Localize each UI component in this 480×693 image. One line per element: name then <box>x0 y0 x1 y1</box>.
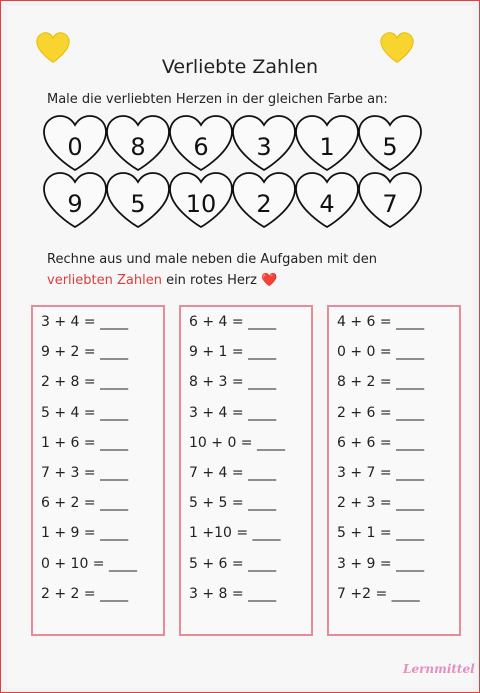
heart-number: 3 <box>256 133 272 161</box>
task-row[interactable]: 5 + 5 = ____ <box>189 495 277 512</box>
heart-number: 0 <box>67 133 83 161</box>
task-row[interactable]: 2 + 2 = ____ <box>41 585 129 602</box>
task-row[interactable]: 7 +2 = ____ <box>337 585 420 602</box>
task-column-1 <box>31 305 165 636</box>
instruction-text: Rechne aus und male neben die Aufgaben mit den <box>47 252 377 267</box>
brand-logo: Lernmittel <box>403 662 475 676</box>
task-row[interactable]: 10 + 0 = ____ <box>189 434 285 451</box>
heart-outline <box>230 171 298 229</box>
task-row[interactable]: 8 + 2 = ____ <box>337 374 425 391</box>
heart-number: 5 <box>382 133 398 161</box>
task-row[interactable]: 2 + 3 = ____ <box>337 495 425 512</box>
task-row[interactable]: 6 + 6 = ____ <box>337 434 425 451</box>
task-row[interactable]: 9 + 2 = ____ <box>41 344 129 361</box>
task-row[interactable]: 3 + 9 = ____ <box>337 555 425 572</box>
page-title: Verliebte Zahlen <box>161 56 319 78</box>
task-row[interactable]: 3 + 4 = ____ <box>189 404 277 421</box>
heart-number: 7 <box>382 190 398 218</box>
heart-number: 9 <box>67 190 83 218</box>
heart-outline <box>41 171 109 229</box>
task-column-2 <box>179 305 313 636</box>
heart-outline <box>167 171 235 229</box>
instruction-tasks <box>47 249 427 291</box>
heart-number: 10 <box>185 190 217 218</box>
task-row[interactable]: 9 + 1 = ____ <box>189 344 277 361</box>
task-row[interactable]: 3 + 7 = ____ <box>337 465 425 481</box>
heart-number: 5 <box>130 190 146 218</box>
task-row[interactable]: 6 + 2 = ____ <box>41 495 129 512</box>
instruction-highlight: verliebten Zahlen <box>47 273 162 288</box>
heart-number: 8 <box>130 133 146 161</box>
heart-number: 4 <box>319 190 335 218</box>
heart-number: 2 <box>256 190 272 218</box>
task-row[interactable]: 5 + 1 = ____ <box>337 525 425 542</box>
task-row[interactable]: 1 + 6 = ____ <box>41 434 129 451</box>
task-row[interactable]: 3 + 4 = ____ <box>41 314 129 330</box>
heart-outline <box>41 114 109 172</box>
worksheet <box>7 6 473 688</box>
task-row[interactable]: 2 + 6 = ____ <box>337 404 425 421</box>
heart-outline <box>293 171 361 229</box>
task-row[interactable]: 6 + 4 = ____ <box>189 314 277 330</box>
instruction-hearts: Male die verliebten Herzen in der gleichen Farbe an: <box>47 92 388 107</box>
task-row[interactable]: 2 + 8 = ____ <box>41 374 129 391</box>
heart-number: 1 <box>319 133 335 161</box>
task-row[interactable]: 3 + 8 = ____ <box>189 585 277 602</box>
task-row[interactable]: 8 + 3 = ____ <box>189 374 277 391</box>
task-row[interactable]: 0 + 0 = ____ <box>337 344 425 361</box>
heart-outline <box>293 114 361 172</box>
heart-number: 6 <box>193 133 209 161</box>
red-heart-icon: ❤️ <box>261 273 278 288</box>
task-row[interactable]: 7 + 4 = ____ <box>189 465 277 481</box>
heart-outline <box>104 114 172 172</box>
task-column-3 <box>327 305 461 636</box>
task-row[interactable]: 1 + 9 = ____ <box>41 525 129 542</box>
task-row[interactable]: 0 + 10 = ____ <box>41 555 137 572</box>
heart-outline <box>167 114 235 172</box>
instruction-text-end: ein rotes Herz <box>161 273 258 288</box>
task-row[interactable]: 1 +10 = ____ <box>189 525 281 542</box>
heart-outline <box>356 171 424 229</box>
heart-outline <box>104 171 172 229</box>
task-row[interactable]: 4 + 6 = ____ <box>337 314 425 330</box>
task-row[interactable]: 5 + 4 = ____ <box>41 404 129 421</box>
task-row[interactable]: 7 + 3 = ____ <box>41 465 129 481</box>
task-row[interactable]: 5 + 6 = ____ <box>189 555 277 572</box>
heart-outline <box>230 114 298 172</box>
heart-outline <box>356 114 424 172</box>
